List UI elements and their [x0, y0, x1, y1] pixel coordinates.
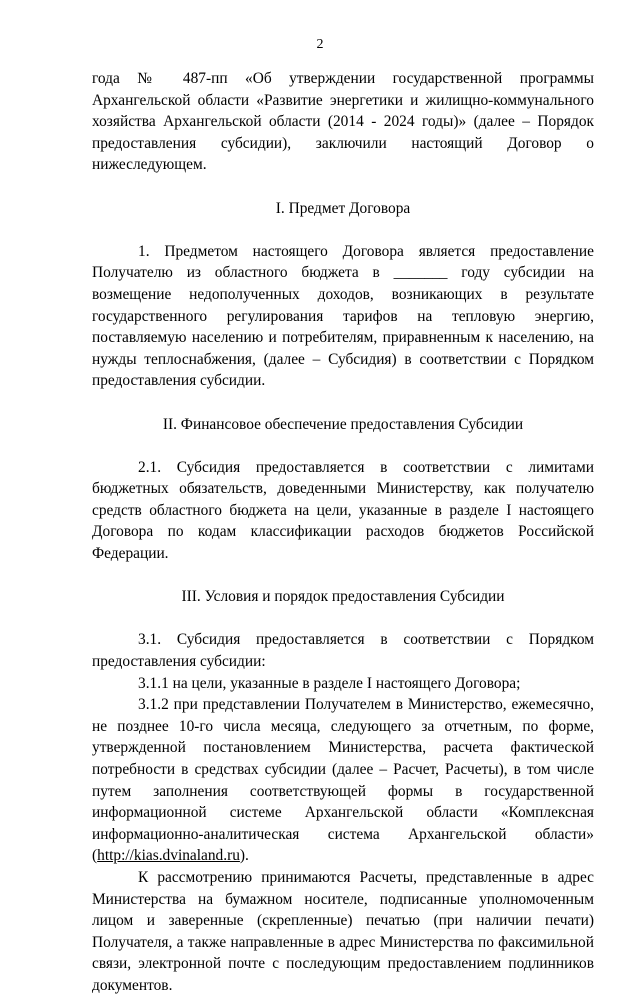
paragraph-last: К рассмотрению принимаются Расчеты, представленные в адрес Министерства на бумажном носителе, подписанные уполномоченным лицом и заверенные (скрепленные) печатью (при наличии печати) Получателя, а также направленные в адрес Министерства по факсимильной связи, электронной почте с последующим предоставлением подлинников документов. [92, 868, 594, 994]
paragraph-3-1-1: 3.1.1 на цели, указанные в разделе I настоящего Договора; [138, 674, 521, 692]
kias-link[interactable]: http://kias.dvinaland.ru [97, 847, 240, 865]
intro-paragraph: года № 487-пп «Об утверждении государственной программы Архангельской области «Развитие энергетики и жилищно-коммунального хозяйства Архангельской области (2014 - 2024 годы)» (далее – Порядок предоставления субсидии), заключили настоящий Договор о нижеследующем. [92, 70, 594, 174]
section-heading-1: I. Предмет Договора [275, 199, 411, 217]
paragraph-2-1: 2.1. Субсидия предоставляется в соответствии с лимитами бюджетных обязательств, доведенными Министерству, как получателю средств областного бюджета на цели, указанные в разделе I настоящего Договора по кодам классификации расходов бюджетов Российской Федерации. [92, 458, 594, 563]
paragraph-1: 1. Предметом настоящего Договора является предоставление Получателю из областного бюджета в _______ году субсидии на возмещение недополученных доходов, возникающих в результате государственного регулирования тарифов на тепловую энергию, поставляемую населению и потребителям, приравненным к населению, на нужды теплоснабжения, (далее – Субсидия) в соответствии с Порядком предоставления субсидии. [92, 242, 594, 390]
document-body [92, 68, 594, 997]
paragraph-3-1: 3.1. Субсидия предоставляется в соответствии с Порядком предоставления субсидии: [92, 631, 594, 671]
page-number: 2 [316, 37, 324, 52]
section-heading-3: III. Условия и порядок предоставления Субсидии [181, 588, 505, 606]
paragraph-3-1-2-end: ). [239, 847, 249, 865]
paragraph-3-1-2 [92, 694, 594, 867]
section-heading-2: II. Финансовое обеспечение предоставления Субсидии [162, 415, 524, 433]
paragraph-3-1-2-text: 3.1.2 при представлении Получателем в Министерство, ежемесячно, не позднее 10-го числа месяца, следующего за отчетным, по форме, утвержденной постановлением Министерства, расчета фактической потребности в средствах субсидии (далее – Расчет, Расчеты), в том числе путем заполнения соответствующей формы в государственной информационной системе Архангельской области «Комплексная информационно-аналитическая система Архангельской области» ( [92, 696, 594, 865]
